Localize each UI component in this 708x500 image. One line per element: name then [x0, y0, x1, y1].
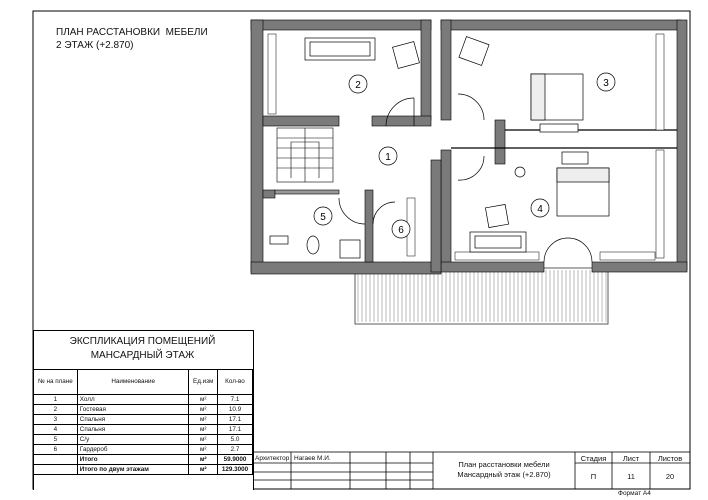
total-two-unit: м² — [189, 465, 217, 475]
wardrobe-strips — [268, 34, 664, 260]
cell-unit: м² — [189, 445, 217, 455]
cell-name: Спальня — [77, 415, 189, 425]
total-label: Итого — [77, 455, 189, 465]
cell-qty: 7.1 — [217, 395, 252, 405]
table-row — [34, 435, 253, 445]
header-num: № на плане — [34, 370, 78, 395]
total-qty: 59.9000 — [217, 455, 252, 465]
header-unit: Ед.изм — [189, 370, 217, 395]
drawing-title: ПЛАН РАССТАНОВКИ МЕБЕЛИ 2 ЭТАЖ (+2.870) — [56, 27, 208, 51]
stamp-sheets: 20 — [665, 472, 675, 481]
cell-unit: м² — [189, 395, 217, 405]
cell-num: 5 — [34, 435, 78, 445]
explication-rows — [34, 395, 253, 455]
room-label: 3 — [603, 78, 609, 89]
stamp-person: Нагаев М.И. — [294, 455, 331, 462]
room-label: 5 — [320, 212, 326, 223]
explication-title: ЭКСПЛИКАЦИЯ ПОМЕЩЕНИЙ МАНСАРДНЫЙ ЭТАЖ — [69, 336, 216, 361]
title-block — [253, 452, 690, 489]
cell-unit: м² — [189, 425, 217, 435]
stamp-sheet-label: Лист — [622, 454, 640, 463]
table-row — [34, 395, 253, 405]
cell-unit: м² — [189, 405, 217, 415]
cell-num: 3 — [34, 415, 78, 425]
room-label: 1 — [385, 152, 391, 163]
cell-qty: 17.1 — [217, 415, 252, 425]
header-name: Наименование — [77, 370, 189, 395]
total-unit: м² — [189, 455, 217, 465]
total-two-label: Итого по двум этажам — [77, 465, 189, 475]
cell-qty: 2.7 — [217, 445, 252, 455]
cell-qty: 10.9 — [217, 405, 252, 415]
stamp-role: Архитектор — [255, 455, 290, 462]
cell-name: С/у — [77, 435, 189, 445]
cell-num: 1 — [34, 395, 78, 405]
table-row — [34, 425, 253, 435]
stamp-stage: П — [590, 472, 597, 481]
staircase — [277, 128, 333, 182]
header-qty: Кол-во — [217, 370, 252, 395]
total-two-qty: 129.3000 — [217, 465, 252, 475]
table-row — [34, 405, 253, 415]
cell-unit: м² — [189, 435, 217, 445]
table-row — [34, 415, 253, 425]
table-header-row — [34, 370, 253, 395]
stamp-stage-label: Стадия — [580, 454, 607, 463]
room-label: 4 — [537, 204, 543, 215]
cell-num: 2 — [34, 405, 78, 415]
table-row-total-two — [34, 465, 253, 475]
cell-qty: 5.0 — [217, 435, 252, 445]
partitions — [451, 130, 677, 148]
room-label: 2 — [355, 80, 361, 91]
stamp-sheets-label: Листов — [657, 454, 683, 463]
cell-unit: м² — [189, 415, 217, 425]
cell-name: Гардероб — [77, 445, 189, 455]
format-label: Формат А4 — [618, 490, 651, 497]
cell-num: 6 — [34, 445, 78, 455]
explication-table — [33, 369, 253, 475]
table-row-total — [34, 455, 253, 465]
stamp-sheet: 11 — [627, 472, 635, 481]
stamp-document-title: План расстановки мебели Мансардный этаж (+2.870) — [457, 460, 551, 479]
room-label: 6 — [398, 225, 404, 236]
cell-num: 4 — [34, 425, 78, 435]
cell-name: Спальня — [77, 425, 189, 435]
cell-name: Холл — [77, 395, 189, 405]
cell-qty: 17.1 — [217, 425, 252, 435]
table-row — [34, 445, 253, 455]
cell-name: Гостевая — [77, 405, 189, 415]
